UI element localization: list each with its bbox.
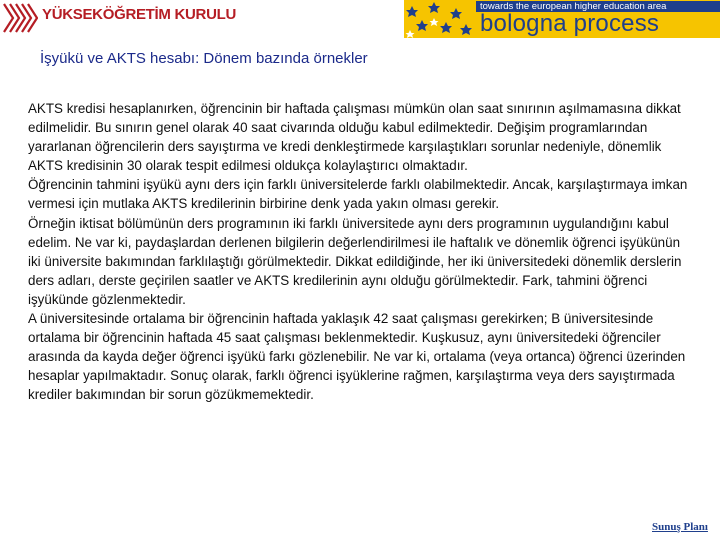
- paragraph-2: Öğrencinin tahmini işyükü aynı ders için farklı üniversitelerde farklı olabilmektedir. Ancak, karşılaştırmaya imkan vermesi için mutlaka AKTS kredilerinin birbirine denk yada yakın olması gerekir.: [28, 177, 688, 212]
- slide-body: [28, 99, 696, 405]
- next-section-link[interactable]: Sunuş Planı: [652, 521, 708, 533]
- bologna-process-logo: [404, 0, 720, 38]
- bologna-tagline: towards the european higher education area: [476, 1, 720, 12]
- stars-icon: [404, 0, 472, 38]
- paragraph-1: AKTS kredisi hesaplanırken, öğrencinin bir haftada çalışması mümkün olan saat sınırının aşılmamasına dikkat edilmelidir. Bu sınırın genel olarak 40 saat civarında olduğu kabul edilmektedir. Değişim programlarından yararlanan öğrencilerin ders sayıştırma ve kredi denkleştirmede karşılaştıkları sorunlar nedeniyle, dönemlik AKTS kredisinin 30 olarak tespit edilmesi oldukça kolaylaştırıcı olmaktadır.: [28, 101, 681, 174]
- paragraph-4: A üniversitesinde ortalama bir öğrencinin haftada yaklaşık 42 saat çalışması gerekirken; B üniversitesinde ortalama bir öğrencinin haftada 45 saat çalışması beklenmektedir. Kuşkusuz, aynı üniversitedeki öğrenciler arasında da kayda değer öğrenci işyükü farkı gözlenebilir. Ne var ki, ortalama (veya ortanca) öğrenci üzerinden hesaplar yapılmaktadır. Sonuç olarak, farklı öğrenci işyüklerine rağmen, karşılaştırma veya ders sayıştırmada krediler bakımından bir sorun gözükmemektedir.: [28, 311, 686, 403]
- yok-logo-text: YÜKSEKÖĞRETİM KURULU: [42, 6, 237, 23]
- slide-title: İşyükü ve AKTS hesabı: Dönem bazında örnekler: [40, 50, 368, 67]
- yok-logo-icon: [2, 0, 38, 36]
- header: [0, 0, 720, 40]
- paragraph-3: Örneğin iktisat bölümünün ders programının iki farklı üniversitede aynı ders programının uygulandığını kabul edelim. Ne var ki, paydaşlardan derlenen bilgilerin değerlendirilmesi ile haftalık ve dönemlik öğrenci işyükünün iki üniversite bakımından farklılaştığı görülmektedir. Dikkat edildiğinde, her iki üniversitedeki dönemlik derslerin ders adları, derste geçirilen saatler ve AKTS kredilerinin aynı olduğu görülmektedir. Fark, tahmini öğrenci işyükünde gözlenmektedir.: [28, 215, 682, 307]
- bologna-logo-text: bologna process: [480, 10, 660, 37]
